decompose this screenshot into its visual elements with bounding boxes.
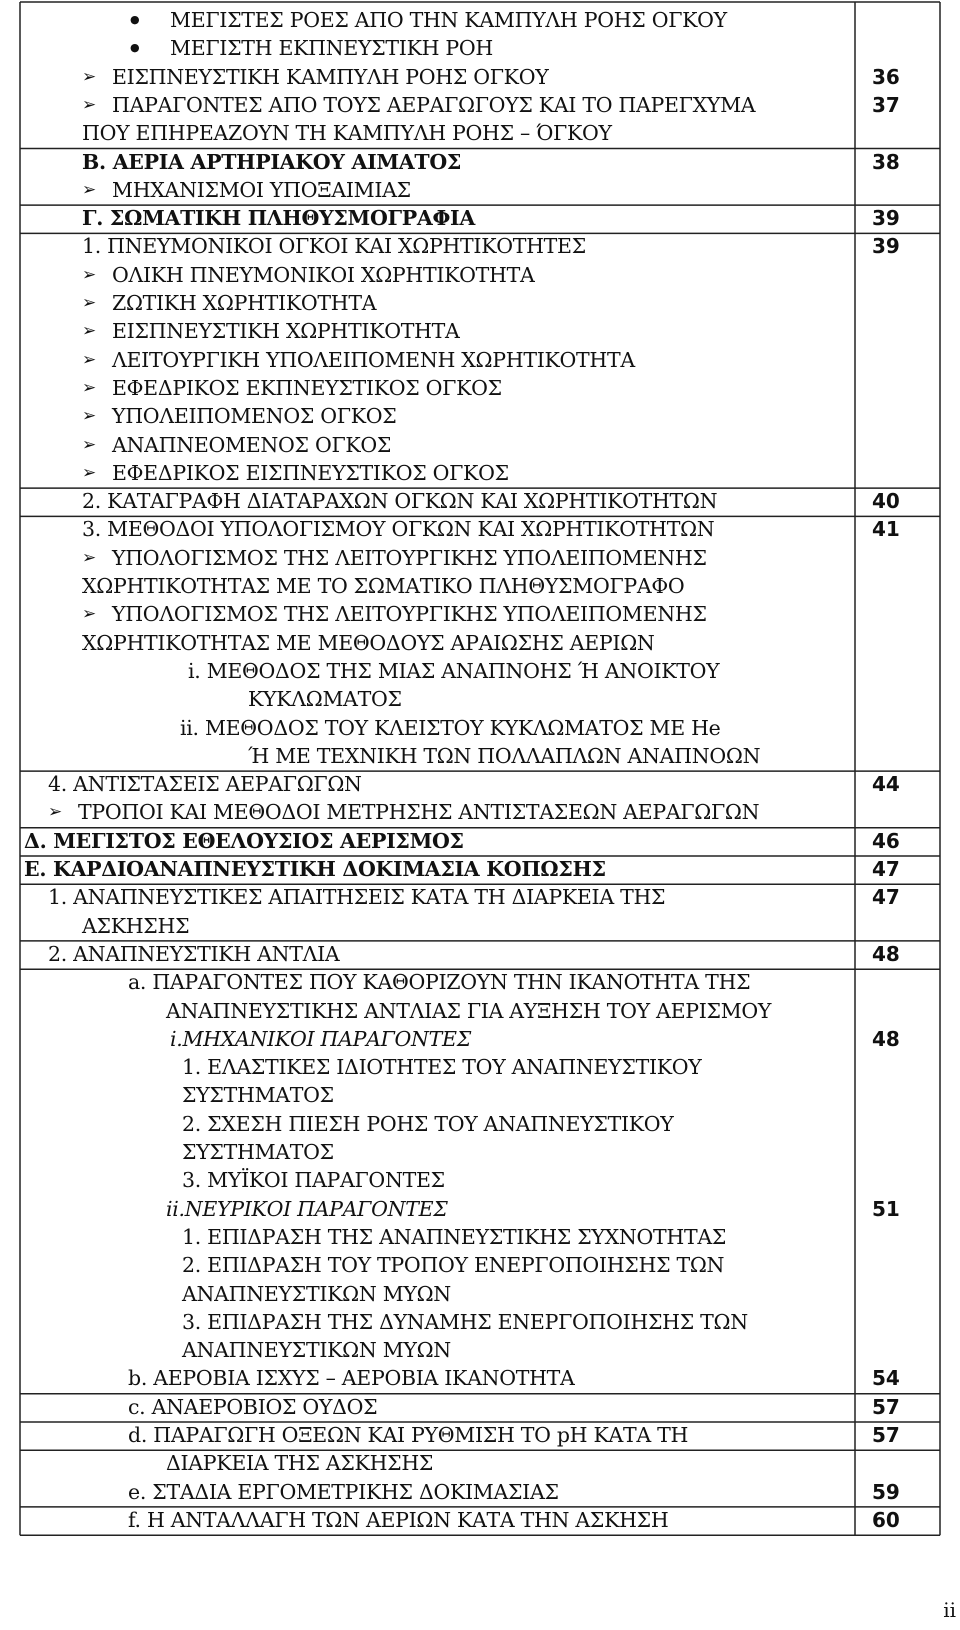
arrow-bullet-icon: ➢ xyxy=(82,547,97,568)
arrow-bullet-icon: ➢ xyxy=(82,66,97,87)
toc-entry xyxy=(0,855,940,883)
toc-entry-text: 1. ΕΛΑΣΤΙΚΕΣ ΙΔΙΟΤΗΤΕΣ ΤΟΥ ΑΝΑΠΝΕΥΣΤΙΚΟΥ xyxy=(182,1055,702,1080)
toc-entry xyxy=(0,1421,940,1449)
toc-entry xyxy=(0,742,940,770)
toc-entry xyxy=(0,346,940,374)
toc-entry xyxy=(0,1138,940,1166)
toc-entry-text: ΖΩΤΙΚΗ ΧΩΡΗΤΙΚΟΤΗΤΑ xyxy=(112,291,377,315)
toc-entry xyxy=(0,827,940,855)
arrow-bullet-icon: ➢ xyxy=(82,321,97,342)
toc-entry xyxy=(0,657,940,685)
toc-entry-text: ΜΗΧΑΝΙΣΜΟΙ ΥΠΟΞΑΙΜΙΑΣ xyxy=(112,177,411,202)
toc-entry xyxy=(0,770,940,798)
toc-entry xyxy=(0,374,940,402)
toc-entry xyxy=(0,1251,940,1279)
arrow-bullet-icon: ➢ xyxy=(82,94,97,115)
toc-entry-text: 2. ΑΝΑΠΝΕΥΣΤΙΚΗ ΑΝΤΛΙΑ xyxy=(48,941,340,966)
toc-entry xyxy=(0,1166,940,1194)
toc-entry-text: f. Η ΑΝΤΑΛΛΑΓΗ ΤΩΝ ΑΕΡΙΩΝ ΚΑΤΑ ΤΗΝ ΑΣΚΗΣΗ xyxy=(128,1507,669,1532)
toc-entry xyxy=(0,572,940,600)
arrow-bullet-icon: ➢ xyxy=(82,264,97,285)
toc-entry-text: ΧΩΡΗΤΙΚΟΤΗΤΑΣ ΜΕ ΜΕΘΟΔΟΥΣ ΑΡΑΙΩΣΗΣ ΑΕΡΙΩΝ xyxy=(82,630,655,655)
toc-page-number: 51 xyxy=(872,1196,900,1221)
toc-entry-text: ii. ΜΕΘΟΔΟΣ ΤΟΥ ΚΛΕΙΣΤΟΥ ΚΥΚΛΩΜΑΤΟΣ ΜΕ He xyxy=(180,715,721,740)
toc-entry xyxy=(0,1308,940,1336)
toc-entry-text: Ή ΜΕ ΤΕΧΝΙΚΗ ΤΩΝ ΠΟΛΛΑΠΛΩΝ ΑΝΑΠΝΟΩΝ xyxy=(248,743,761,768)
arrow-bullet-icon: ➢ xyxy=(82,604,97,625)
arrow-bullet-icon: ➢ xyxy=(82,462,97,483)
toc-entry xyxy=(0,1195,940,1223)
toc-entry xyxy=(0,1081,940,1109)
toc-entry-text: e. ΣΤΑΔΙΑ ΕΡΓΟΜΕΤΡΙΚΗΣ ΔΟΚΙΜΑΣΙΑΣ xyxy=(128,1479,559,1504)
toc-entry xyxy=(0,515,940,543)
toc-entry-text: ΠΟΥ ΕΠΗΡΕΑΖΟΥΝ ΤΗ ΚΑΜΠΥΛΗ ΡΟΗΣ – ΌΓΚΟΥ xyxy=(82,121,612,146)
toc-entry xyxy=(0,997,940,1025)
toc-page-number: 57 xyxy=(872,1423,900,1447)
toc-entry xyxy=(0,176,940,204)
page-number: ii xyxy=(943,1598,956,1622)
toc-entry xyxy=(0,968,940,996)
toc-entry-text: Γ. ΣΩΜΑΤΙΚΗ ΠΛΗΘΥΣΜΟΓΡΑΦΙΑ xyxy=(82,206,475,231)
toc-entry-text: ΣΥΣΤΗΜΑΤΟΣ xyxy=(182,1083,334,1108)
toc-entry-text: ΑΝΑΠΝΕΥΣΤΙΚΩΝ ΜΥΩΝ xyxy=(182,1338,451,1363)
toc-entry-text: ΑΝΑΠΝΕΟΜΕΝΟΣ ΟΓΚΟΣ xyxy=(112,432,392,457)
toc-entry xyxy=(0,798,940,826)
toc-entry-text: 3. ΕΠΙΔΡΑΣΗ ΤΗΣ ΔΥΝΑΜΗΣ ΕΝΕΡΓΟΠΟΙΗΣΗΣ ΤΩΝ xyxy=(182,1309,748,1334)
toc-entry-text: ΕΦΕΔΡΙΚΟΣ ΕΚΠΝΕΥΣΤΙΚΟΣ ΟΓΚΟΣ xyxy=(112,375,502,400)
toc-entry-text: ii.ΝΕΥΡΙΚΟΙ ΠΑΡΑΓΟΝΤΕΣ xyxy=(166,1196,448,1221)
toc-entry xyxy=(0,204,940,232)
toc-entry-text: 2. ΣΧΕΣΗ ΠΙΕΣΗ ΡΟΗΣ ΤΟΥ ΑΝΑΠΝΕΥΣΤΙΚΟΥ xyxy=(182,1111,674,1136)
toc-page-number: 60 xyxy=(872,1507,900,1532)
toc-entry-text: d. ΠΑΡΑΓΩΓΗ ΟΞΕΩΝ ΚΑΙ ΡΥΘΜΙΣΗ ΤΟ pH ΚΑΤΑ ΤΗ xyxy=(128,1423,689,1447)
toc-entry xyxy=(0,63,940,91)
toc-entry xyxy=(0,232,940,260)
toc-entry xyxy=(0,912,940,940)
toc-entry xyxy=(0,459,940,487)
toc-page-number: 48 xyxy=(872,941,900,966)
arrow-bullet-icon: ➢ xyxy=(82,406,97,427)
toc-page-number: 44 xyxy=(872,772,900,797)
round-bullet-icon: ● xyxy=(130,41,140,55)
toc-entry-text: ΥΠΟΛΟΓΙΣΜΟΣ ΤΗΣ ΛΕΙΤΟΥΡΓΙΚΗΣ ΥΠΟΛΕΙΠΟΜΕΝΗΣ xyxy=(112,602,707,627)
toc-page-number: 59 xyxy=(872,1479,900,1504)
toc-page-number: 57 xyxy=(872,1394,900,1419)
toc-entry-text: 2. ΚΑΤΑΓΡΑΦΗ ΔΙΑΤΑΡΑΧΩΝ ΟΓΚΩΝ ΚΑΙ ΧΩΡΗΤΙΚΟΤΗΤΩΝ xyxy=(82,489,718,514)
toc-page-number: 37 xyxy=(872,92,900,117)
toc-page-number: 40 xyxy=(872,489,900,514)
toc-entry xyxy=(0,1025,940,1053)
toc-entry xyxy=(0,91,940,119)
toc-entry-text: ΕΙΣΠΝΕΥΣΤΙΚΗ ΧΩΡΗΤΙΚΟΤΗΤΑ xyxy=(112,319,460,344)
toc-page-number: 46 xyxy=(872,828,900,853)
toc-entry xyxy=(0,431,940,459)
toc-page-number: 38 xyxy=(872,149,900,174)
toc-entry-text: 1. ΑΝΑΠΝΕΥΣΤΙΚΕΣ ΑΠΑΙΤΗΣΕΙΣ ΚΑΤΑ ΤΗ ΔΙΑΡΚΕΙΑ ΤΗΣ xyxy=(48,885,666,910)
toc-entry-text: ΧΩΡΗΤΙΚΟΤΗΤΑΣ ΜΕ ΤΟ ΣΩΜΑΤΙΚΟ ΠΛΗΘΥΣΜΟΓΡΑΦΟ xyxy=(82,574,685,598)
toc-entry-text: Β. ΑΕΡΙΑ ΑΡΤΗΡΙΑΚΟΥ ΑΙΜΑΤΟΣ xyxy=(82,149,462,174)
toc-entry xyxy=(0,1336,940,1364)
toc-entry xyxy=(0,940,940,968)
arrow-bullet-icon: ➢ xyxy=(82,293,97,313)
toc-entry-text: 1. ΠΝΕΥΜΟΝΙΚΟΙ ΟΓΚΟΙ ΚΑΙ ΧΩΡΗΤΙΚΟΤΗΤΕΣ xyxy=(82,234,586,259)
arrow-bullet-icon: ➢ xyxy=(82,434,97,455)
toc-entry-text: ΑΝΑΠΝΕΥΣΤΙΚΗΣ ΑΝΤΛΙΑΣ ΓΙΑ ΑΥΞΗΣΗ ΤΟΥ ΑΕΡΙΣΜΟΥ xyxy=(166,998,772,1023)
toc-entry-text: ΜΕΓΙΣΤΕΣ ΡΟΕΣ ΑΠΟ ΤΗΝ ΚΑΜΠΥΛΗ ΡΟΗΣ ΟΓΚΟΥ xyxy=(170,8,727,32)
arrow-bullet-icon: ➢ xyxy=(82,349,97,370)
toc-entry xyxy=(0,261,940,289)
toc-entry-text: 2. ΕΠΙΔΡΑΣΗ ΤΟΥ ΤΡΟΠΟΥ ΕΝΕΡΓΟΠΟΙΗΣΗΣ ΤΩΝ xyxy=(182,1253,725,1278)
toc-entry-text: 3. ΜΕΘΟΔΟΙ ΥΠΟΛΟΓΙΣΜΟΥ ΟΓΚΩΝ ΚΑΙ ΧΩΡΗΤΙΚΟΤΗΤΩΝ xyxy=(82,517,715,542)
toc-entry xyxy=(0,600,940,628)
toc-entry-text: c. ΑΝΑΕΡΟΒΙΟΣ ΟΥΔΟΣ xyxy=(128,1394,378,1419)
toc-entry xyxy=(0,317,940,345)
toc-page-number: 41 xyxy=(872,517,900,542)
toc-entry xyxy=(0,487,940,515)
toc-page-number: 54 xyxy=(872,1366,900,1391)
toc-entry-text: ΥΠΟΛΟΓΙΣΜΟΣ ΤΗΣ ΛΕΙΤΟΥΡΓΙΚΗΣ ΥΠΟΛΕΙΠΟΜΕΝΗΣ xyxy=(112,545,707,570)
arrow-bullet-icon: ➢ xyxy=(82,179,97,200)
toc-entry xyxy=(0,119,940,147)
toc-page-number: 48 xyxy=(872,1026,900,1051)
toc-entry xyxy=(0,34,940,62)
toc-entry xyxy=(0,544,940,572)
toc-page-number: 47 xyxy=(872,885,900,910)
round-bullet-icon: ● xyxy=(130,13,140,26)
toc-entry-text: ΔΙΑΡΚΕΙΑ ΤΗΣ ΑΣΚΗΣΗΣ xyxy=(166,1451,434,1476)
toc-entry-text: i. ΜΕΘΟΔΟΣ ΤΗΣ ΜΙΑΣ ΑΝΑΠΝΟΗΣ Ή ΑΝΟΙΚΤΟΥ xyxy=(188,658,720,683)
toc-entry xyxy=(0,1364,940,1392)
toc-entry xyxy=(0,629,940,657)
toc-entry xyxy=(0,1110,940,1138)
arrow-bullet-icon: ➢ xyxy=(82,377,97,398)
toc-entry-text: 3. ΜΥΪΚΟΙ ΠΑΡΑΓΟΝΤΕΣ xyxy=(182,1168,445,1193)
toc-entry-text: ΛΕΙΤΟΥΡΓΙΚΗ ΥΠΟΛΕΙΠΟΜΕΝΗ ΧΩΡΗΤΙΚΟΤΗΤΑ xyxy=(112,347,635,372)
toc-entry xyxy=(0,714,940,742)
toc-entry-text: ΤΡΟΠΟΙ ΚΑΙ ΜΕΘΟΔΟΙ ΜΕΤΡΗΣΗΣ ΑΝΤΙΣΤΑΣΕΩΝ ΑΕΡΑΓΩΓΩΝ xyxy=(78,800,760,825)
toc-page-number: 39 xyxy=(872,206,900,231)
toc-entry-text: a. ΠΑΡΑΓΟΝΤΕΣ ΠΟΥ ΚΑΘΟΡΙΖΟΥΝ ΤΗΝ ΙΚΑΝΟΤΗΤΑ ΤΗΣ xyxy=(128,970,751,995)
toc-entry xyxy=(0,1053,940,1081)
toc-entry xyxy=(0,1393,940,1421)
toc-entry xyxy=(0,1506,940,1534)
toc-entry xyxy=(0,1478,940,1506)
toc-entry-text: ΟΛΙΚΗ ΠΝΕΥΜΟΝΙΚΟΙ ΧΩΡΗΤΙΚΟΤΗΤΑ xyxy=(112,262,535,287)
toc-entry xyxy=(0,685,940,713)
toc-entry xyxy=(0,148,940,176)
toc-entry-text: ΠΑΡΑΓΟΝΤΕΣ ΑΠΟ ΤΟΥΣ ΑΕΡΑΓΩΓΟΥΣ ΚΑΙ ΤΟ ΠΑΡΕΓΧΥΜΑ xyxy=(112,92,756,117)
toc-entry-text: ΕΦΕΔΡΙΚΟΣ ΕΙΣΠΝΕΥΣΤΙΚΟΣ ΟΓΚΟΣ xyxy=(112,460,509,485)
toc-entry-text: ΜΕΓΙΣΤΗ ΕΚΠΝΕΥΣΤΙΚΗ ΡΟΗ xyxy=(170,36,493,61)
toc-entry xyxy=(0,289,940,317)
toc-entry xyxy=(0,1449,940,1477)
toc-entry xyxy=(0,402,940,430)
toc-entry-text: ΚΥΚΛΩΜΑΤΟΣ xyxy=(248,687,402,712)
arrow-bullet-icon: ➢ xyxy=(48,802,63,823)
toc-page-number: 36 xyxy=(872,64,900,89)
toc-entry-text: Δ. ΜΕΓΙΣΤΟΣ ΕΘΕΛΟΥΣΙΟΣ ΑΕΡΙΣΜΟΣ xyxy=(24,828,464,853)
toc-entry-text: b. ΑΕΡΟΒΙΑ ΙΣΧΥΣ – ΑΕΡΟΒΙΑ ΙΚΑΝΟΤΗΤΑ xyxy=(128,1366,575,1391)
toc-entry-text: 1. ΕΠΙΔΡΑΣΗ ΤΗΣ ΑΝΑΠΝΕΥΣΤΙΚΗΣ ΣΥΧΝΟΤΗΤΑΣ xyxy=(182,1224,727,1249)
toc-entry-text: ΑΝΑΠΝΕΥΣΤΙΚΩΝ ΜΥΩΝ xyxy=(182,1281,451,1306)
toc-entry-text: ΥΠΟΛΕΙΠΟΜΕΝΟΣ ΟΓΚΟΣ xyxy=(112,404,397,429)
toc-entry-text: ΣΥΣΤΗΜΑΤΟΣ xyxy=(182,1140,334,1164)
toc-entry xyxy=(0,883,940,911)
toc-entry-text: ΑΣΚΗΣΗΣ xyxy=(82,913,190,938)
toc-entry-text: Ε. ΚΑΡΔΙΟΑΝΑΠΝΕΥΣΤΙΚΗ ΔΟΚΙΜΑΣΙΑ ΚΟΠΩΣΗΣ xyxy=(24,857,606,881)
toc-entry-text: 4. ΑΝΤΙΣΤΑΣΕΙΣ ΑΕΡΑΓΩΓΩΝ xyxy=(48,772,362,797)
toc-entry-text: ΕΙΣΠΝΕΥΣΤΙΚΗ ΚΑΜΠΥΛΗ ΡΟΗΣ ΟΓΚΟΥ xyxy=(112,64,549,89)
toc-page-number: 39 xyxy=(872,234,900,259)
toc-page-number: 47 xyxy=(872,857,900,881)
toc-entry xyxy=(0,6,940,34)
toc-entry xyxy=(0,1280,940,1308)
toc-entry-text: i.ΜΗΧΑΝΙΚΟΙ ΠΑΡΑΓΟΝΤΕΣ xyxy=(170,1026,471,1051)
toc-entry xyxy=(0,1223,940,1251)
